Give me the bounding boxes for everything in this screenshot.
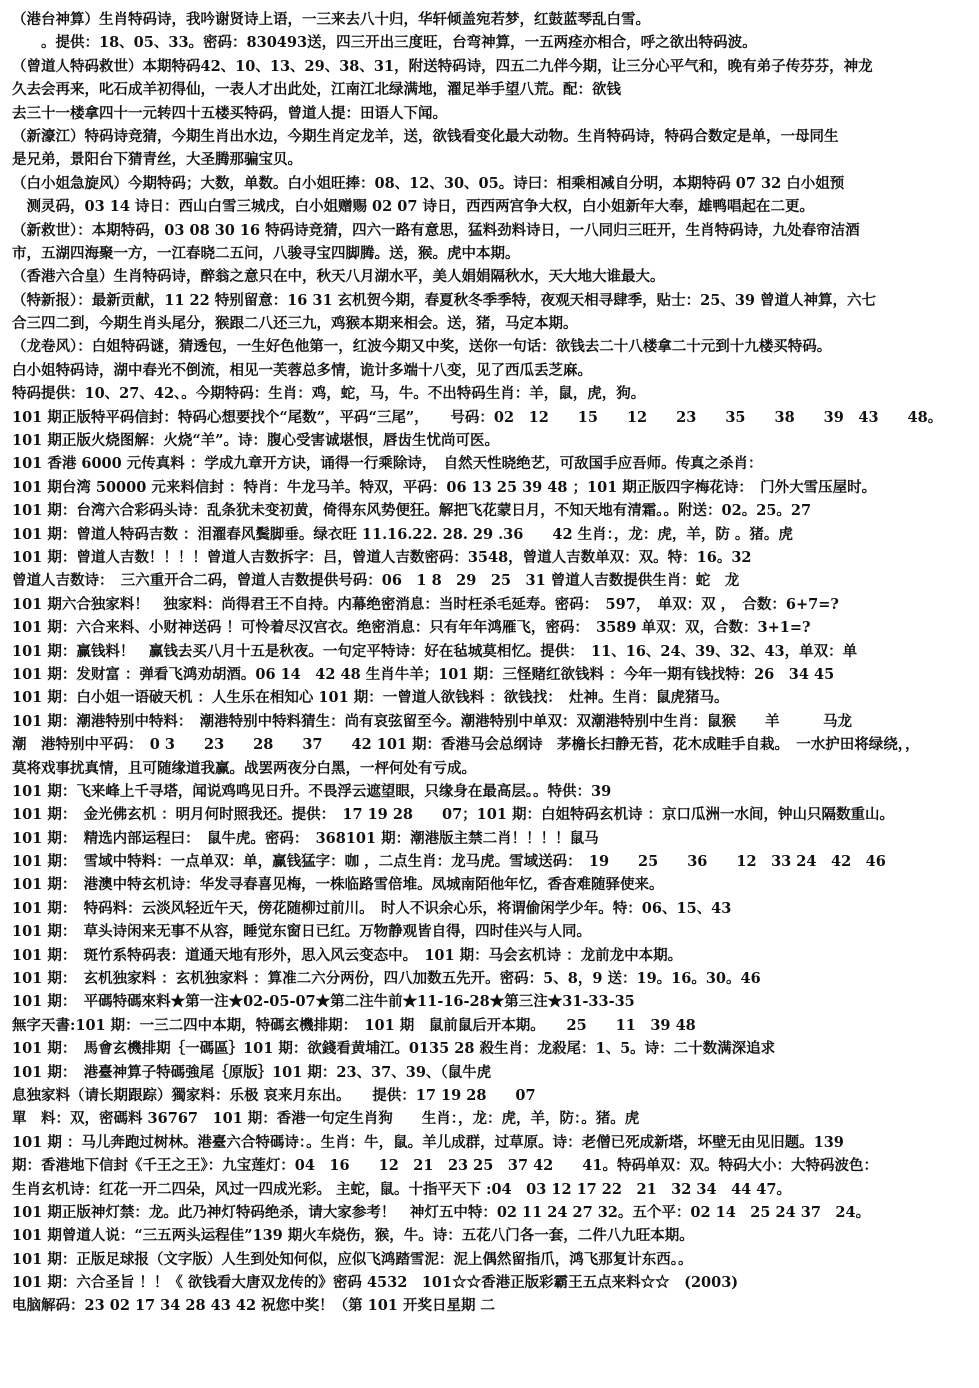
text-line: 101 期： 港澳中特玄机诗：华发寻春喜见梅，一株临路雪倍堆。凤城南陌他年忆，香杳难随驿使来。 (12, 876, 664, 894)
text-line: 101 香港 6000 元传真料 ：学成九章开方诀，诵得一行乘除诗， 自然天性晓绝艺，可敌国手应吾师。传真之杀肖： (12, 455, 763, 473)
text-line: 101 期正版神灯禁：龙。此乃神灯特码绝杀，请大家参考！ 神灯五中特：02 11 24 27 32。五个平：02 14 25 24 37 24。 (12, 1203, 871, 1221)
text-line: 101 期：潮港特别中特料： 潮港特别中特料猜生：尚有哀弦留至今。潮港特别中单双：双潮港特别中生肖：鼠猴 羊 马龙 (12, 712, 853, 730)
text-line: 101 期 ：马儿奔跑过树林。港臺六合特碼诗：。生肖：牛，鼠。羊儿成群，过草原。诗：老僧已死成新塔，坏壁无由见旧题。139 (12, 1133, 844, 1151)
text-line: 生肖玄机诗：红花一开二四朵，风过一四成光彩。 主蛇，鼠。十指平天下 :04 03 12 17 22 21 32 34 44 47。 (12, 1180, 791, 1198)
text-line: 是兄弟，景阳台下猜青丝，大圣腾那骗宝贝。 (12, 151, 302, 169)
text-line: （香港六合皇）生肖特码诗，醉翁之意只在中，秋天八月湖水平，美人娟娟隔秋水，天大地大谁最大。 (12, 268, 665, 286)
text-line: （新濠江）特码诗竞猜，今期生肖出水边，今期生肖定龙羊，送，欲钱看变化最大动物。生肖特码诗，特码合数定是单，一母同生 (12, 127, 839, 145)
text-line: 101 期： 玄机独家料 ：玄机独家料 ：算准二六分两份，四八加数五先开。密码：5、8，9 送：19。16。30。46 (12, 970, 761, 988)
text-line: 101 期： 平碼特碼來料★第一注★02-05-07★第二注牛前★11-16-28★第三注★31-33-35 (12, 993, 635, 1011)
text-line: （港台神算）生肖特码诗，我吟谢贤诗上语，一三来去八十归，华轩倾盖宛若梦，红鼓蓝琴乱白雪。 (12, 11, 650, 28)
text-line: 市，五湖四海聚一方，一江春晓二五问，八骏寻宝四脚腾。送，猴。虎中本期。 (12, 244, 520, 262)
text-line: 。提供：18、05、33。密码：830493送，四三开出三度旺，台弯神算，一五两痊亦相合，呼之欲出特码波。 (12, 34, 757, 52)
text-line: 101 期：赢钱料！ 赢钱去买八月十五是秋夜。一句定平特诗：好在毡城莫相忆。提供： 11、16、24、39、32、43，单双：单 (12, 642, 858, 660)
text-line: 合三四二到，今期生肖头尾分，猴跟二八还三九，鸡猴本期来相会。送，猪，马定本期。 (12, 315, 578, 333)
text-line: 101 期： 草头诗闲来无事不从容，睡觉东窗日已红。万物静观皆自得，四时佳兴与人同。 (12, 923, 592, 941)
text-line: （龙卷风）：白姐特码谜，猜透包，一生好色他第一，红波今期又中奖，送你一句话：欲钱去二十八楼拿二十元到十九楼买特码。 (12, 338, 832, 356)
text-line: 101 期： 金光佛玄机 ：明月何时照我还。提供： 17 19 28 07；101 期：白姐特码玄机诗 ：京口瓜洲一水间，钟山只隔数重山。 (12, 806, 895, 824)
text-line: 101 期：台湾六合彩码头诗：乱条犹未变初黄，倚得东风势便狂。解把飞花蒙日月，不知天地有清霜。。附送：02。25。27 (12, 502, 812, 520)
text-line: 久去会再来，叱石成羊初得仙，一表人才出此处，江南江北绿满地，濯足举手望八荒。配：欲钱 (12, 81, 621, 99)
text-line: 101 期：发财富 ：弹看飞鸿劝胡酒。06 14 42 48 生肖牛羊；101 期：三怪赌红欲钱料 ：今年一期有钱找特：26 34 45 (12, 665, 835, 683)
text-line: 曾道人吉数诗： 三六重开合二码，曾道人吉数提供号码：06 1 8 29 25 31 曾道人吉数提供生肖：蛇 龙 (12, 572, 740, 590)
text-line: 101 期： 斑竹系特码表：道通天地有形外，思入风云变态中。 101 期：马会玄机诗 ：龙前龙中本期。 (12, 946, 683, 964)
text-line: 101 期：曾道人吉数！！！！曾道人吉数拆字：吕，曾道人吉数密码：3548，曾道人吉数单双：双。特：16。32 (12, 548, 752, 566)
text-line: 潮 港特别中平码： 0 3 23 28 37 42 101 期：香港马会总纲诗 茅檐长扫静无苔，花木成畦手自栽。 一水护田将绿绕，， (12, 736, 920, 754)
text-line: 101 期正版特平码信封：特码心想要找个“尾数”，平码“三尾”， 号码：02 12 15 12 23 35 38 39 43 48。 (12, 408, 943, 426)
text-line: 101 期：曾道人特码吉数 ：泪濯春风鬓脚垂。绿衣旺 11.16.22. 28. 29 .36 42 生肖：，龙：虎，羊，防 。猪。虎 (12, 525, 793, 543)
text-line: （特新报）：最新贡献，11 22 特别留意：16 31 玄机贺今期，春夏秋冬季季特，夜观天相寻肆季，贴士：25、39 曾道人神算，六七 (12, 291, 877, 309)
text-line: 莫将戏事扰真情，且可随缘道我赢。战罢两夜分白黑，一枰何处有亏成。 (12, 759, 476, 777)
text-line: 101 期： 馬會玄機排期｛一碼區｝101 期：欲錢看黄埔江。0135 28 殺生肖：龙殺尾：1、5。诗：二十数满深追求 (12, 1040, 776, 1058)
text-line: 101 期： 港臺神算子特碼強尾｛原版｝101 期：23、37、39、（鼠牛虎 (12, 1063, 492, 1081)
text-line: （新救世）：本期特码，03 08 30 16 特码诗竞猜，四六一路有意思，猛料劲料诗日，一八同归三旺开，生肖特码诗，九处春帘洁酒 (12, 221, 860, 239)
text-line: 101 期：飞来峰上千寻塔，闻说鸡鸣见日升。不畏浮云遮望眼，只缘身在最高层。。特供：39 (12, 782, 612, 800)
text-line: 101 期： 雪域中特料：一点单双：单，赢钱猛字：咖 ，二点生肖：龙马虎。雪域送码： 19 25 36 12 33 24 42 46 (12, 853, 886, 871)
text-line: 101 期六合独家料！ 独家料：尚得君王不自持。内幕绝密消息：当时枉杀毛延寿。密码： 597， 单双：双 ， 合数：6+7=? (12, 595, 839, 613)
text-line: 101 期： 特码料：云淡风轻近午天，傍花随柳过前川。 时人不识余心乐，将谓偷闲学少年。特：06、15、43 (12, 899, 732, 917)
text-line: 息独家料（请长期跟踪）獨家料：乐极 哀来月东出。 提供：17 19 28 07 (12, 1086, 536, 1104)
text-line: 特码提供：10、27、42、。今期特码：生肖：鸡，蛇，马，牛。不出特码生肖：羊，鼠，虎，狗。 (12, 385, 646, 403)
text-line: 101 期台湾 50000 元来料信封 ：特肖：牛龙马羊。特双，平码：06 13 25 39 48 ；101 期正版四字梅花诗： 门外大雪压屋时。 (12, 478, 877, 496)
text-line: 101 期正版火烧图解：火烧“羊”。诗：腹心受害诚堪恨，唇齿生忧尚可医。 (12, 432, 499, 450)
text-line: 101 期：正版足球报（文字版）人生到处知何似，应似飞鸿踏雪泥：泥上偶然留指爪，鸿飞那复计东西。。 (12, 1250, 693, 1268)
text-line: 期：香港地下信封《千王之王》：九宝莲灯：04 16 12 21 23 25 37 42 41。特码单双：双。特码大小：大特码波色： (12, 1157, 878, 1175)
text-line: 單 料：双，密碼料 36767 101 期：香港一句定生肖狗 生肖：，龙：虎，羊，防：。猪。虎 (12, 1110, 640, 1128)
text-line: 101 期： 精选内部运程曰： 鼠牛虎。密码： 368101 期：潮港版主禁二肖！！！！鼠马 (12, 829, 599, 847)
text-line: 白小姐特码诗，湖中春光不倒流，相见一芙蓉总多情，诡计多端十八变，见了西瓜丢芝麻。 (12, 361, 592, 379)
text-line: 101 期：六合来料、小财神送码 ！可怜着尽汉宫衣。绝密消息：只有年年鸿雁飞，密码： 3589 单双：双，合数：3+1=? (12, 619, 811, 637)
text-line: 电脑解码：23 02 17 34 28 43 42 祝您中奖！（第 101 开奖日星期 二 (12, 1297, 495, 1315)
text-line: 去三十一楼拿四十一元转四十五楼买特码，曾道人提：田语人下闻。 (12, 104, 447, 122)
text-line: 無字天書:101 期：一三二四中本期，特碼玄機排期： 101 期 鼠前鼠后开本期。 25 11 39 48 (12, 1016, 696, 1034)
text-line: 测灵码，03 14 诗日：西山白雪三城戌，白小姐赠赐 02 07 诗日，西西两宫争大权，白小姐新年大奉，雄鸭唱起在二更。 (12, 198, 814, 216)
text-line: （白小姐急旋风）今期特码；大数，单数。白小姐旺捧：08、12、30、05。诗曰：相乘相减自分明，本期特码 07 32 白小姐预 (12, 174, 845, 192)
text-lines (12, 8, 967, 1318)
text-line: 101 期：白小姐一语破天机 ：人生乐在相知心 101 期：一曾道人欲钱料 ：欲钱找： 灶神。生肖：鼠虎猪马。 (12, 689, 729, 707)
text-line: （曾道人特码救世）本期特码42、10、13、29、38、31，附送特码诗，四五二九伴今期，让三分心平气和，晚有弟子传芬芬，神龙 (12, 57, 873, 75)
text-line: 101 期曾道人说：“三五两头运程佳”139 期火车烧伤，猴，牛。诗：五花八门各一套，二件八九旺本期。 (12, 1227, 694, 1245)
text-line: 101 期：六合圣旨 ！！《 欲钱看大唐双龙传的》密码 4532 101☆☆香港正版彩霸王五点来料☆☆ (2003) (12, 1274, 739, 1292)
